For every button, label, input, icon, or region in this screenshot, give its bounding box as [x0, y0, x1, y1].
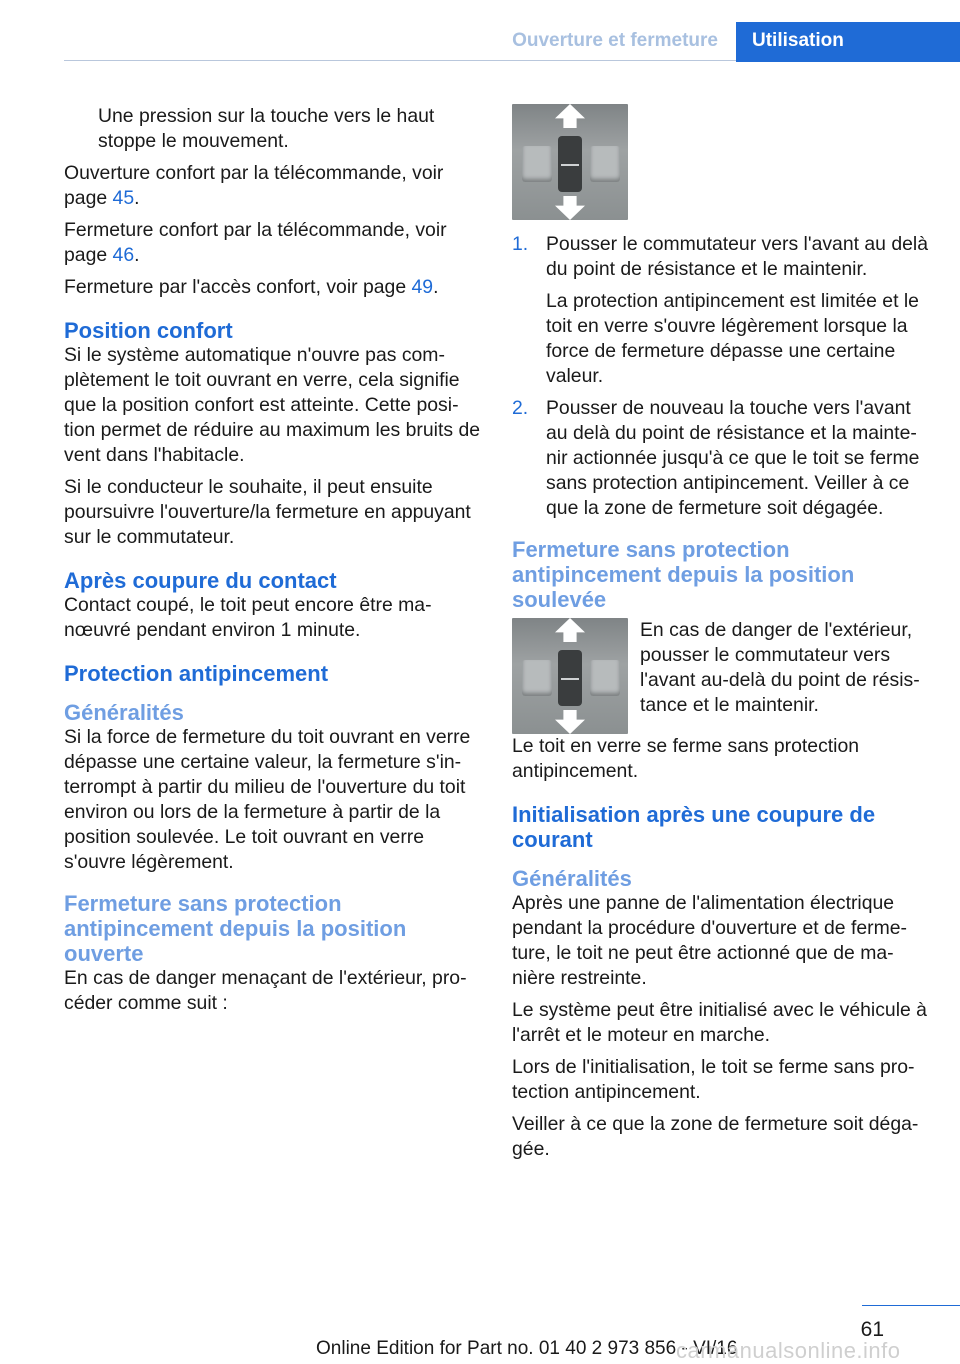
- header-chapter-tab: Utilisation: [736, 22, 960, 62]
- heading-position-confort: Position confort: [64, 318, 233, 343]
- arrow-up-icon: [555, 104, 585, 128]
- heading-initialisation: Initialisation après une coupure de courant: [512, 802, 876, 852]
- heading-protection: Protection antipincement: [64, 661, 329, 686]
- step-text: Pousser le commutateur vers l'avant au delà du point de résistance et le maintenir.: [546, 233, 929, 280]
- comfort-close-text: Fermeture confort par la télécommande, voir page: [64, 219, 447, 266]
- init-paragraph-3: Lors de l'initialisation, le toit se ferme sans protection antipincement.: [512, 1056, 915, 1103]
- access-close-text: Fermeture par l'accès confort, voir page: [64, 276, 412, 298]
- step-note: La protection antipincement est limitée et le toit en verre s'ouvre légèrement lorsque la force de fermeture dépasse une certaine valeur.: [546, 290, 919, 387]
- switch-left-button: [522, 660, 552, 696]
- heading-apres-coupure: Après coupure du contact: [64, 568, 337, 593]
- arrow-up-icon: [555, 618, 585, 642]
- step-1: [512, 232, 928, 389]
- page-header: [64, 0, 960, 61]
- heading-generalites-left: Généralités: [64, 700, 184, 725]
- step-number: 2.: [512, 397, 529, 419]
- generalites-paragraph: Si la force de fermeture du toit ouvrant en verre dépasse une certaine valeur, la fermeture s'interrompt à partir du milieu de l'ouverture du toit environ ou lors de la fermeture à partir de la position soulevée. Le toit ouvrant en verre s'ouvre légèrement.: [64, 726, 471, 873]
- soulevee-paragraph-2: Le toit en verre se ferme sans protection antipincement.: [512, 735, 860, 782]
- heading-generalites-right: Généralités: [512, 866, 632, 891]
- left-column: [64, 104, 482, 1023]
- header-section-title: Ouverture et fermeture: [512, 30, 718, 51]
- footer-rule: [862, 1305, 960, 1306]
- edition-footer: Online Edition for Part no. 01 40 2 973 856 - VI/16: [316, 1338, 738, 1359]
- intro-text: Une pression sur la touche vers le haut stoppe le mouvement.: [98, 105, 435, 152]
- access-close-ref: Fermeture par l'accès confort, voir page 49.: [64, 276, 439, 298]
- switch-ridge: [561, 678, 579, 680]
- watermark: carmanualsonline.info: [676, 1338, 901, 1363]
- page-link-46[interactable]: 46: [112, 244, 135, 266]
- soulevee-block: [512, 618, 928, 734]
- soulevee-text-wrap: [640, 618, 928, 734]
- step-2: [512, 396, 928, 521]
- heading-fermeture-soulevee: Fermeture sans protection antipincement depuis la position soulevée: [512, 537, 855, 612]
- header-rule: [64, 60, 736, 61]
- comfort-close-ref: Fermeture confort par la télécommande, voir page 46.: [64, 219, 447, 266]
- switch-ridge: [561, 164, 579, 166]
- page-link-49[interactable]: 49: [411, 276, 434, 298]
- fermeture-ouverte-paragraph: En cas de danger menaçant de l'extérieur, procéder comme suit :: [64, 967, 467, 1014]
- switch-right-button: [590, 660, 620, 696]
- page-number: 61: [860, 1318, 884, 1341]
- arrow-down-icon: [555, 710, 585, 734]
- arrow-down-icon: [555, 196, 585, 220]
- init-paragraph-1: Après une panne de l'alimentation électrique pendant la procédure d'ouverture et de fermeture, le toit ne peut être actionné que de manière restreinte.: [512, 892, 908, 989]
- comfort-open-text: Ouverture confort par la télécommande, voir page: [64, 162, 444, 209]
- init-paragraph-4: Veiller à ce que la zone de fermeture soit dégagée.: [512, 1113, 919, 1160]
- comfort-open-ref: Ouverture confort par la télécommande, voir page 45.: [64, 162, 444, 209]
- position-paragraph-1: Si le système automatique n'ouvre pas complètement le toit ouvrant en verre, cela signifie que la position confort est atteinte. Cette position permet de réduire au maximum les bruits de vent dans l'habitacle.: [64, 344, 481, 466]
- switch-left-button: [522, 146, 552, 182]
- init-paragraph-2: Le système peut être initialisé avec le véhicule à l'arrêt et le moteur en marche.: [512, 999, 927, 1046]
- roof-switch-image-top: [512, 104, 628, 220]
- switch-right-button: [590, 146, 620, 182]
- page-link-45[interactable]: 45: [112, 187, 135, 209]
- heading-fermeture-ouverte: Fermeture sans protection antipincement depuis la position ouverte: [64, 891, 407, 966]
- soulevee-paragraph-1: En cas de danger de l'extérieur, pousser le commutateur vers l'avant au-delà du point de résistance et le maintenir.: [640, 619, 920, 716]
- right-column: [512, 104, 928, 1169]
- step-number: 1.: [512, 233, 529, 255]
- roof-switch-image-bottom: [512, 618, 628, 734]
- apres-paragraph: Contact coupé, le toit peut encore être manœuvré pendant environ 1 minute.: [64, 594, 432, 641]
- position-paragraph-2: Si le conducteur le souhaite, il peut ensuite poursuivre l'ouverture/la fermeture en appuyant sur le commutateur.: [64, 476, 471, 548]
- step-text: Pousser de nouveau la touche vers l'avant au delà du point de résistance et la maintenir actionnée jusqu'à ce que le toit se ferme sans protection antipincement. Veiller à ce que la zone de fermeture soit dégagée.: [546, 397, 920, 519]
